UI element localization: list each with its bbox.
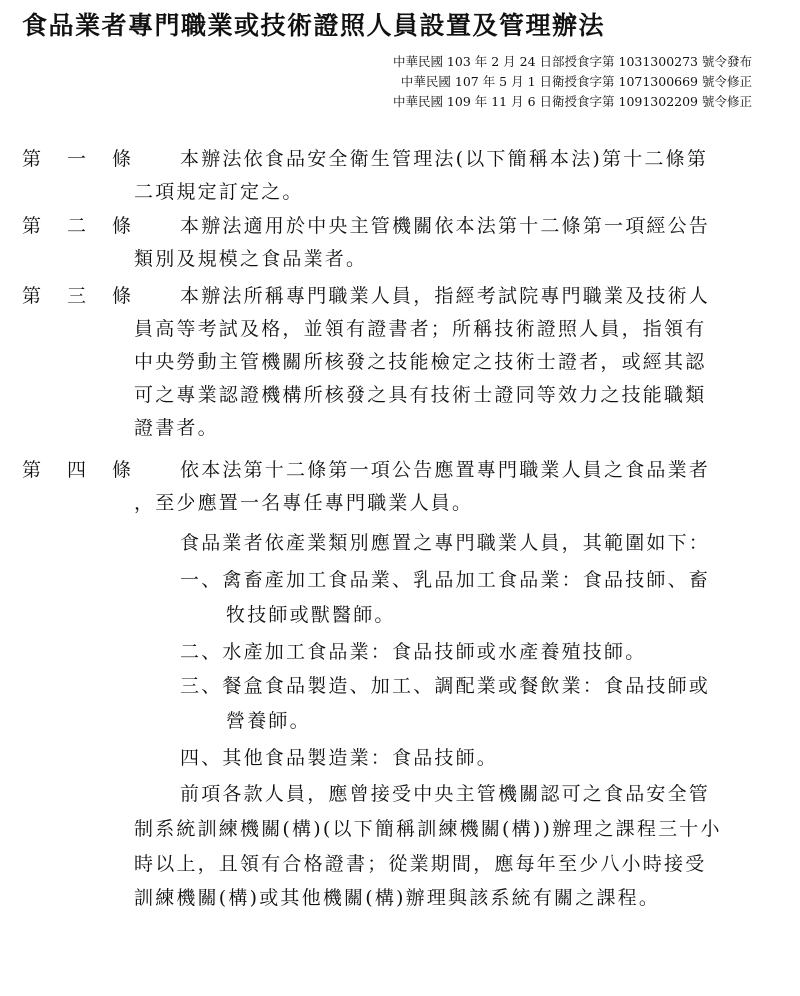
article-line: 前項各款人員，應曾接受中央主管機關認可之食品安全管 — [180, 783, 711, 805]
article-number: 第 一 條 — [22, 148, 132, 170]
list-item: 一、禽畜產加工食品業、乳品加工食品業：食品技師、畜 — [180, 569, 711, 591]
article-line: 食品業者依產業類別應置之專門職業人員，其範圍如下： — [180, 532, 711, 554]
article-line: 類別及規模之食品業者。 — [134, 248, 368, 270]
article-line: 本辦法適用於中央主管機關依本法第十二條第一項經公告 — [180, 215, 711, 237]
list-item-continuation: 牧技師或獸醫師。 — [226, 604, 396, 626]
amendment-history — [393, 52, 752, 112]
article-line: 時以上，且領有合格證書；從業期間，應每年至少八小時接受 — [134, 853, 707, 875]
history-line: 中華民國 103 年 2 月 24 日部授食字第 1031300273 號令發布 — [392, 54, 752, 69]
list-item: 二、水產加工食品業：食品技師或水產養殖技師。 — [180, 641, 647, 663]
history-line: 中華民國 109 年 11 月 6 日衛授食字第 1091302209 號令修正 — [392, 94, 752, 109]
article-line: 本辦法依食品安全衛生管理法(以下簡稱本法)第十二條第 — [180, 148, 709, 170]
article-line: 證書者。 — [134, 417, 219, 439]
article-number: 第 三 條 — [22, 285, 132, 307]
article-line: 訓練機關(構)或其他機關(構)辦理與該系統有關之課程。 — [134, 887, 661, 909]
article-line: 依本法第十二條第一項公告應置專門職業人員之食品業者 — [180, 459, 711, 481]
article-number: 第 二 條 — [22, 215, 132, 237]
article-line: 員高等考試及格，並領有證書者；所稱技術證照人員，指領有 — [134, 318, 707, 340]
list-item: 三、餐盒食品製造、加工、調配業或餐飲業：食品技師或 — [180, 675, 711, 697]
list-item: 四、其他食品製造業：食品技師。 — [180, 747, 499, 769]
article-number: 第 四 條 — [22, 459, 132, 481]
list-item-continuation: 營養師。 — [226, 710, 311, 732]
document-title: 食品業者專門職業或技術證照人員設置及管理辦法 — [22, 11, 606, 40]
history-line: 中華民國 107 年 5 月 1 日衛授食字第 1071300669 號令修正 — [400, 74, 752, 89]
article-line: 本辦法所稱專門職業人員，指經考試院專門職業及技術人 — [180, 285, 711, 307]
article-line: 可之專業認證機構所核發之具有技術士證同等效力之技能職類 — [134, 384, 707, 406]
article-line: 制系統訓練機關(構)(以下簡稱訓練機關(構))辦理之課程三十小 — [134, 818, 722, 840]
article-line: 中央勞動主管機關所核發之技能檢定之技術士證者，或經其認 — [134, 351, 707, 373]
article-line: 二項規定訂定之。 — [134, 181, 304, 203]
article-line: ，至少應置一名專任專門職業人員。 — [134, 492, 474, 514]
